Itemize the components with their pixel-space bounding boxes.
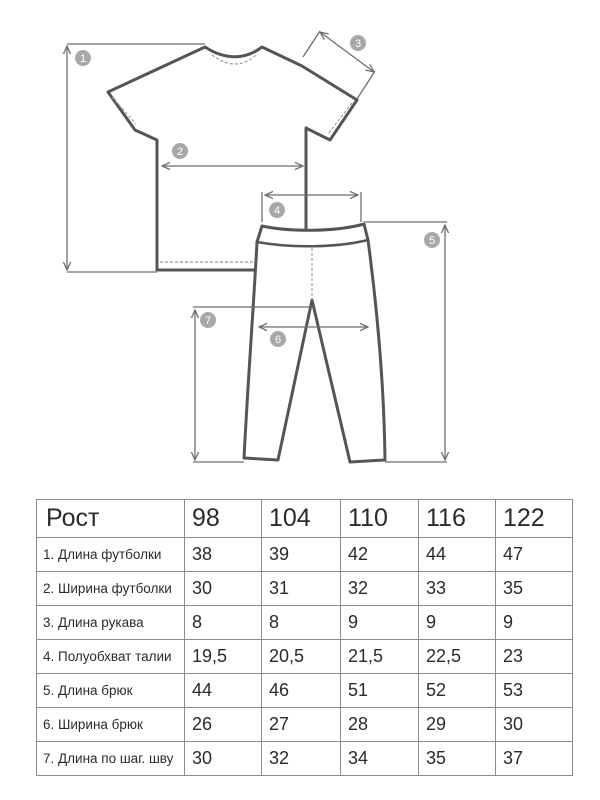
row-label: 3. Длина рукава [37,606,185,640]
table-cell: 35 [419,742,496,776]
table-cell: 19,5 [185,640,262,674]
row-label: 5. Длина брюк [37,674,185,708]
svg-text:5: 5 [428,235,436,247]
table-cell: 33 [419,572,496,606]
svg-text:2: 2 [176,146,184,158]
table-row [37,640,573,674]
table-cell: 9 [419,606,496,640]
table-cell: 9 [341,606,419,640]
header-size: 104 [262,500,341,538]
size-table [36,499,573,776]
table-cell: 51 [341,674,419,708]
table-cell: 20,5 [262,640,341,674]
table-row [37,708,573,742]
header-size: 116 [419,500,496,538]
table-cell: 28 [341,708,419,742]
table-cell: 23 [496,640,573,674]
marker-2 [172,143,188,159]
table-cell: 8 [262,606,341,640]
table-cell: 42 [341,538,419,572]
table-cell: 30 [496,708,573,742]
table-cell: 37 [496,742,573,776]
table-row [37,674,573,708]
table-cell: 29 [419,708,496,742]
row-label: 4. Полуобхват талии [37,640,185,674]
pants-outline [244,224,385,462]
table-cell: 21,5 [341,640,419,674]
table-cell: 38 [185,538,262,572]
header-size: 110 [341,500,419,538]
row-label: 1. Длина футболки [37,538,185,572]
table-cell: 22,5 [419,640,496,674]
row-label: 7. Длина по шаг. шву [37,742,185,776]
marker-7 [200,312,216,328]
marker-5 [424,232,440,248]
table-cell: 27 [262,708,341,742]
table-cell: 32 [262,742,341,776]
svg-text:1: 1 [79,53,87,65]
header-size: 122 [496,500,573,538]
pants-illustration [244,224,385,462]
svg-text:7: 7 [204,315,212,327]
row-label: 2. Ширина футболки [37,572,185,606]
table-cell: 35 [496,572,573,606]
table-cell: 26 [185,708,262,742]
table-cell: 30 [185,742,262,776]
table-row [37,538,573,572]
svg-text:4: 4 [273,205,281,217]
table-cell: 44 [185,674,262,708]
svg-text:6: 6 [274,334,282,346]
table-cell: 46 [262,674,341,708]
table-row [37,606,573,640]
table-cell: 53 [496,674,573,708]
marker-4 [269,202,285,218]
table-cell: 34 [341,742,419,776]
row-label: 6. Ширина брюк [37,708,185,742]
table-cell: 9 [496,606,573,640]
table-header-row [37,500,573,538]
table-cell: 44 [419,538,496,572]
table-row [37,572,573,606]
table-cell: 30 [185,572,262,606]
table-cell: 32 [341,572,419,606]
marker-1 [75,50,91,66]
table-cell: 39 [262,538,341,572]
svg-text:3: 3 [354,38,362,50]
marker-6 [270,331,286,347]
table-cell: 47 [496,538,573,572]
table-cell: 31 [262,572,341,606]
marker-3 [350,35,366,51]
table-row [37,742,573,776]
table-cell: 8 [185,606,262,640]
header-label-height: Рост [37,500,185,538]
header-size: 98 [185,500,262,538]
table-cell: 52 [419,674,496,708]
